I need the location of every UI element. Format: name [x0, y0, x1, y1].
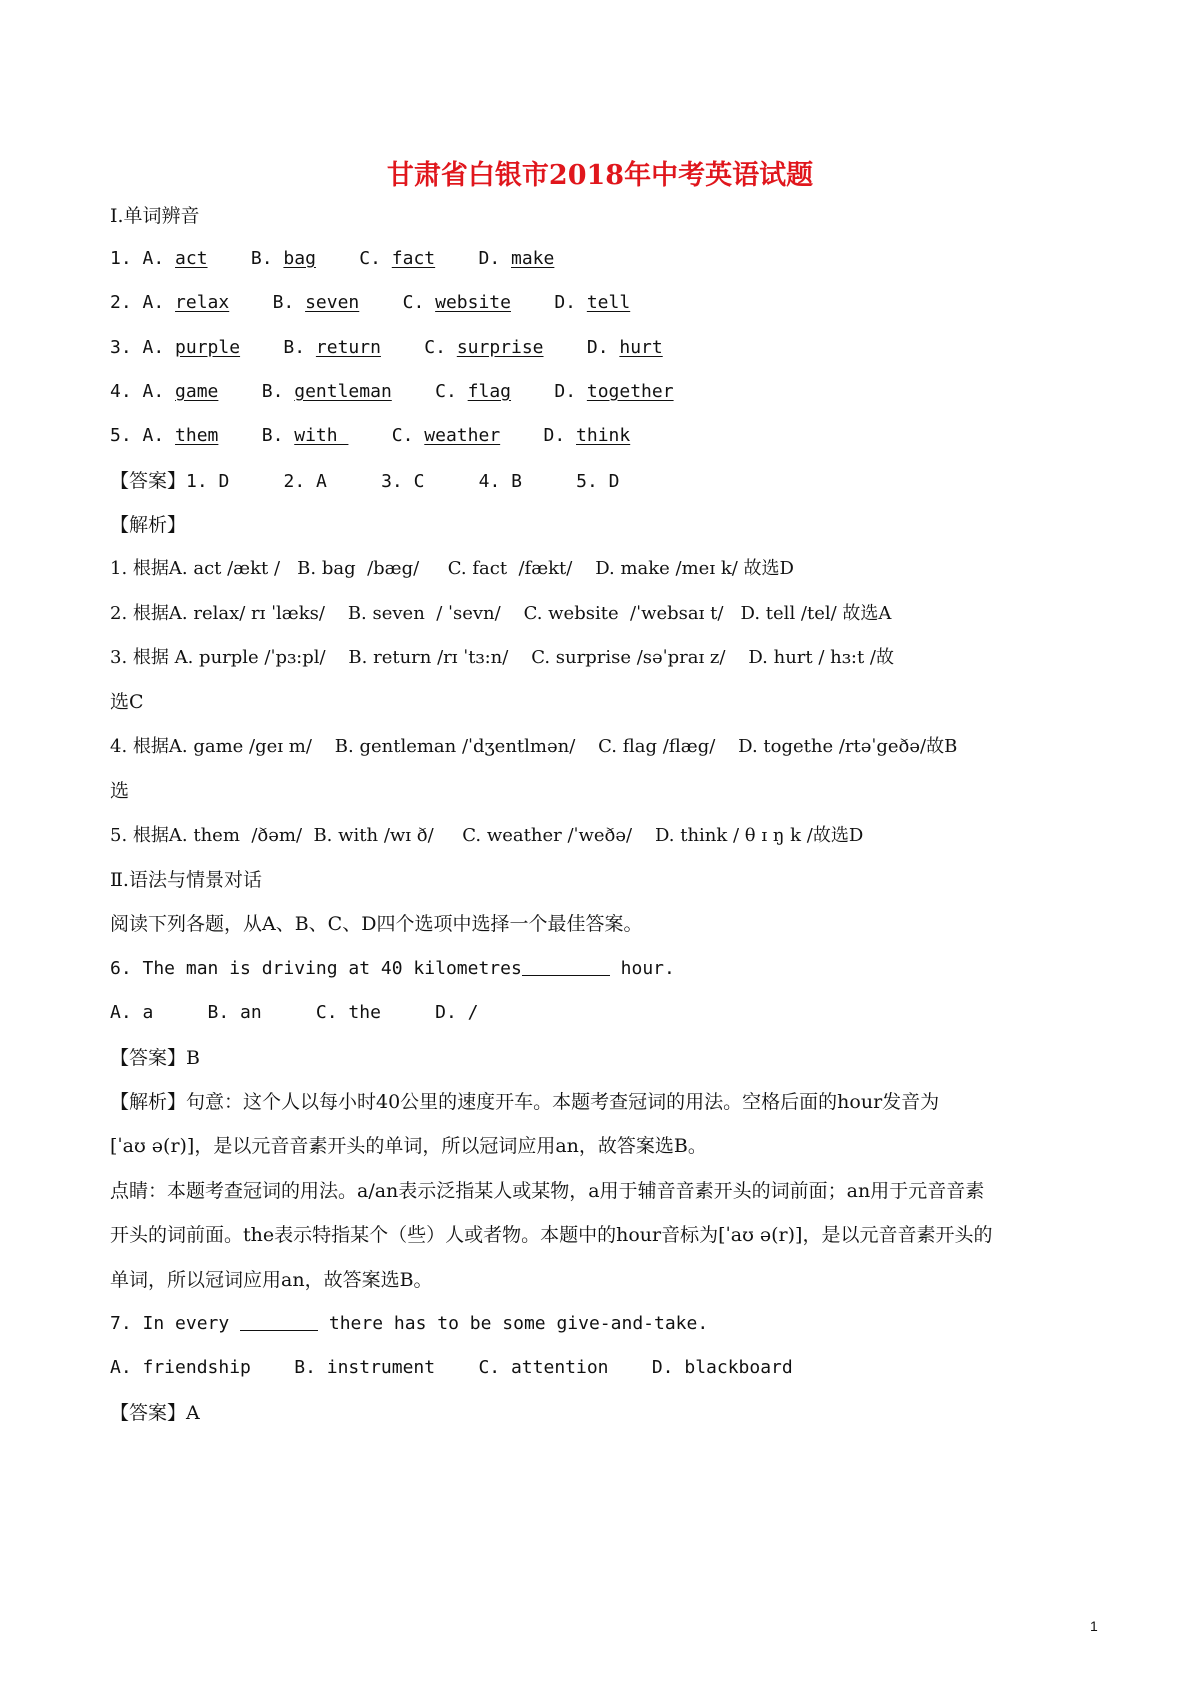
question-6-answer: 【答案】B: [110, 1047, 200, 1069]
option-b-label: B.: [240, 337, 316, 358]
section-heading-phonetics: I.单词辨音: [110, 205, 200, 227]
question-number: 1. A.: [110, 248, 176, 269]
question-number: 5. A.: [110, 425, 176, 446]
option-a: purple: [175, 337, 241, 358]
option-b: with: [294, 425, 349, 446]
option-d-label: D.: [435, 248, 511, 269]
option-d-label: D.: [543, 337, 620, 358]
question-1: [110, 243, 554, 275]
explanation-3-cont: 选C: [110, 691, 144, 713]
answer-block-1: [110, 465, 620, 497]
question-5: [110, 420, 630, 452]
explanation-2: 2. 根据A. relax/ rɪ ˈlæks/ B. seven / ˈsevn/ C. website /ˈwebsaɪ t/ D. tell /tel/ 故选A: [110, 603, 892, 624]
option-b-label: B.: [218, 425, 295, 446]
question-2: [110, 287, 630, 319]
explanation-5: 5. 根据A. them /ðəm/ B. with /wɪ ð/ C. weather /ˈweðə/ D. think / θ ɪ ŋ k /故选D: [110, 825, 864, 846]
option-c: flag: [467, 381, 512, 402]
option-d: tell: [586, 292, 631, 313]
question-6-note-2: 开头的词前面。the表示特指某个（些）人或者物。本题中的hour音标为[ˈaʊ ə(r)]，是以元音音素开头的: [110, 1224, 993, 1246]
analysis-label: 【解析】: [110, 514, 187, 536]
answer-values: 1. D 2. A 3. C 4. B 5. D: [186, 471, 620, 492]
question-6-note-1: 点睛：本题考查冠词的用法。a/an表示泛指某人或某物，a用于辅音音素开头的词前面；an用于元音音素: [110, 1180, 985, 1202]
question-7-answer: 【答案】A: [110, 1402, 200, 1424]
page-number: 1: [1090, 1618, 1098, 1634]
option-b: gentleman: [294, 381, 392, 402]
option-d-label: D.: [500, 425, 577, 446]
question-7: [110, 1308, 708, 1340]
question-number: 2. A.: [110, 292, 176, 313]
option-b-label: B.: [207, 248, 284, 269]
option-c: fact: [391, 248, 436, 269]
question-7-stem-end: there has to be some give-and-take.: [318, 1313, 709, 1334]
question-6-stem: 6. The man is driving at 40 kilometres: [110, 958, 522, 979]
option-b: seven: [305, 292, 360, 313]
question-6-options: A. a B. an C. the D. /: [110, 1002, 479, 1023]
question-number: 3. A.: [110, 337, 176, 358]
section-heading-grammar: Ⅱ.语法与情景对话: [110, 869, 262, 891]
option-a: them: [175, 425, 219, 446]
explanation-4-cont: 选: [110, 780, 130, 802]
instructions: 阅读下列各题，从A、B、C、D四个选项中选择一个最佳答案。: [110, 913, 643, 935]
option-a: game: [175, 381, 219, 402]
question-6-note-3: 单词，所以冠词应用an，故答案选B。: [110, 1269, 433, 1291]
question-3: [110, 332, 663, 364]
option-d: hurt: [619, 337, 663, 358]
option-d: together: [586, 381, 674, 402]
option-b: return: [315, 337, 381, 358]
question-6: [110, 953, 675, 985]
option-c: weather: [424, 425, 501, 446]
question-number: 4. A.: [110, 381, 176, 402]
option-c-label: C.: [348, 425, 425, 446]
option-d-label: D.: [510, 292, 587, 313]
option-d: make: [511, 248, 555, 269]
question-7-options: A. friendship B. instrument C. attention D. blackboard: [110, 1357, 793, 1378]
option-b-label: B.: [229, 292, 306, 313]
question-6-explanation-1: 【解析】句意：这个人以每小时40公里的速度开车。本题考查冠词的用法。空格后面的hour发音为: [110, 1091, 940, 1113]
explanation-3: 3. 根据 A. purple /ˈpɜ:pl/ B. return /rɪ ˈtɜ:n/ C. surprise /səˈpraɪ z/ D. hurt / hɜ:t /故: [110, 647, 894, 668]
question-6-stem-end: hour.: [609, 958, 675, 979]
page-title: 甘肃省白银市2018年中考英语试题: [386, 160, 814, 191]
option-d-label: D.: [511, 381, 587, 402]
explanation-1: 1. 根据A. act /ækt / B. bag /bæg/ C. fact /fækt/ D. make /meɪ k/ 故选D: [110, 558, 794, 579]
option-c-label: C.: [391, 381, 468, 402]
option-d: think: [576, 425, 631, 446]
answer-label: 【答案】: [110, 470, 187, 492]
option-a: relax: [175, 292, 230, 313]
question-6-explanation-2: [ˈaʊ ə(r)]，是以元音音素开头的单词，所以冠词应用an，故答案选B。: [110, 1135, 707, 1157]
option-c: website: [435, 292, 511, 313]
question-7-stem: 7. In every: [110, 1313, 241, 1334]
option-b-label: B.: [218, 381, 295, 402]
option-c-label: C.: [380, 337, 457, 358]
explanation-4: 4. 根据A. game /geɪ m/ B. gentleman /ˈdʒentlmən/ C. flag /flæg/ D. togethe /rtəˈgeðə/故B: [110, 736, 958, 757]
question-4: [110, 376, 674, 408]
answer-blank: [240, 1310, 318, 1331]
option-c-label: C.: [359, 292, 436, 313]
option-c: surprise: [456, 337, 544, 358]
option-a: act: [175, 248, 208, 269]
option-c-label: C.: [315, 248, 392, 269]
answer-blank: [522, 955, 610, 976]
option-b: bag: [283, 248, 316, 269]
